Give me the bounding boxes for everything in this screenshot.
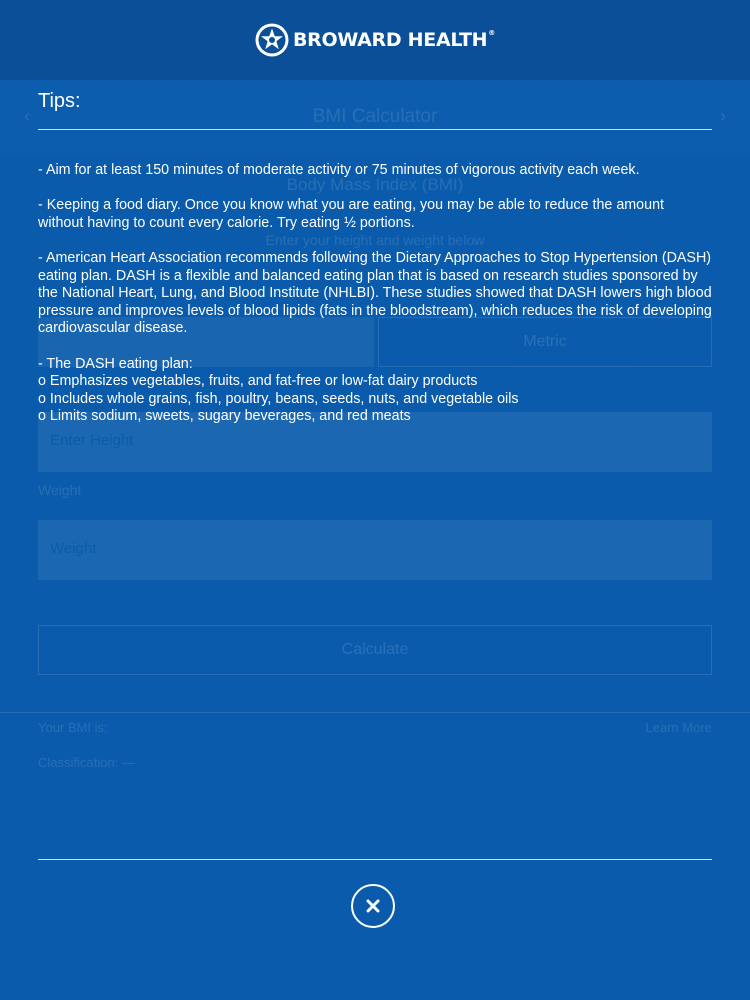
brand-name: BROWARD HEALTH® [292,29,495,51]
tip-paragraph: - American Heart Association recommends following the Dietary Approaches to Stop Hypertension (DASH) eating plan. DASH is a flexible and balanced eating plan that is based on research studies sponsored by the National Heart, Lung, and Blood Institute (NHLBI). These studies showed that DASH lowers high blood pressure and improves levels of blood lipids (fats in the bloodstream), which reduces the risk of developing cardiovascular disease. [38,249,712,337]
tips-bottom-divider [38,859,712,860]
app-header [0,0,750,80]
tips-content [38,162,712,426]
background-nav-bar [0,80,750,155]
close-button[interactable] [351,884,395,928]
weight-label: Weight [38,482,82,498]
background-nav-title: BMI Calculator [312,106,438,127]
dash-plan-item: o Includes whole grains, fish, poultry, beans, seeds, nuts, and vegetable oils [38,390,519,407]
tip-paragraph: - Keeping a food diary. Once you know what you are eating, you may be able to reduce the amount without having to count every calorie. Try eating ½ portions. [38,197,665,231]
learn-more-link: Learn More [645,720,712,735]
weight-field: Weight [38,520,712,580]
broward-health-star-icon [255,23,289,57]
dash-plan-list [38,373,712,426]
forward-button: › [720,106,726,126]
broward-health-logo [255,23,495,57]
back-button: ‹ [24,106,30,126]
bmi-classification-label: Classification: — [38,755,135,770]
bmi-result-label: Your BMI is: [38,720,108,735]
height-field: Enter Height [38,412,712,472]
unit-toggle-metric: Metric [378,317,712,367]
tip-paragraph: - Aim for at least 150 minutes of moderate activity or 75 minutes of vigorous activity each week. [38,162,640,178]
calculate-button: Calculate [38,625,712,675]
close-icon [365,898,381,914]
background-divider [0,712,750,713]
background-instructions: Enter your height and weight below [265,232,485,248]
dash-plan-item: o Emphasizes vegetables, fruits, and fat-free or low-fat dairy products [38,373,478,390]
tips-title: Tips: [38,90,81,112]
dash-plan-item: o Limits sodium, sweets, sugary beverages, and red meats [38,408,411,425]
dash-plan-heading: - The DASH eating plan: [38,355,193,372]
tips-top-divider [38,129,712,130]
background-subtitle: Body Mass Index (BMI) [286,175,464,194]
